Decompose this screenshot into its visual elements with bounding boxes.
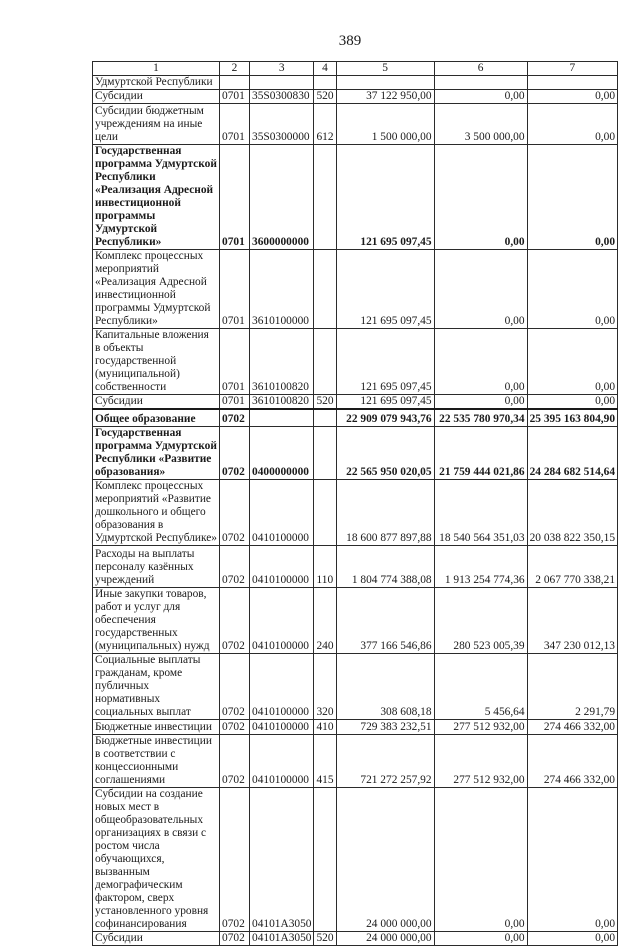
table-row bbox=[93, 76, 618, 90]
amount-col5-cell: 22 565 950 020,05 bbox=[336, 427, 434, 480]
amount-col7-cell: 0,00 bbox=[527, 329, 617, 395]
amount-col6-cell: 277 512 932,00 bbox=[434, 720, 527, 735]
amount-col5-cell: 121 695 097,45 bbox=[336, 329, 434, 395]
table-row bbox=[93, 395, 618, 410]
amount-col6-cell: 0,00 bbox=[434, 250, 527, 329]
amount-col5-cell: 18 600 877 897,88 bbox=[336, 480, 434, 546]
amount-col5-cell: 1 804 774 388,08 bbox=[336, 546, 434, 588]
table-row bbox=[93, 250, 618, 329]
table-row bbox=[93, 409, 618, 427]
page-number: 389 bbox=[338, 33, 362, 49]
table-row bbox=[93, 588, 618, 654]
table-row bbox=[93, 104, 618, 145]
expense-type-cell bbox=[314, 480, 336, 546]
header-col-6: 6 bbox=[434, 62, 527, 76]
amount-col7-cell bbox=[527, 76, 617, 90]
section-code-cell: 0702 bbox=[220, 735, 250, 788]
expense-type-cell: 612 bbox=[314, 104, 336, 145]
target-code-cell bbox=[250, 409, 314, 427]
amount-col6-cell: 1 913 254 774,36 bbox=[434, 546, 527, 588]
header-col-7: 7 bbox=[527, 62, 617, 76]
row-name-cell: Комплекс процессных мероприятий «Реализация Адресной инвестиционной программы Удмуртской Республики» bbox=[93, 250, 220, 329]
section-code-cell: 0702 bbox=[220, 480, 250, 546]
amount-col5-cell: 729 383 232,51 bbox=[336, 720, 434, 735]
target-code-cell: 0410100000 bbox=[250, 588, 314, 654]
budget-table bbox=[92, 61, 618, 946]
section-code-cell: 0702 bbox=[220, 409, 250, 427]
amount-col6-cell: 21 759 444 021,86 bbox=[434, 427, 527, 480]
amount-col5-cell: 721 272 257,92 bbox=[336, 735, 434, 788]
amount-col7-cell: 2 291,79 bbox=[527, 654, 617, 720]
target-code-cell: 3610100820 bbox=[250, 395, 314, 410]
target-code-cell: 0400000000 bbox=[250, 427, 314, 480]
row-name-cell: Субсидии бюджетным учреждениям на иные цели bbox=[93, 104, 220, 145]
expense-type-cell bbox=[314, 145, 336, 250]
expense-type-cell: 520 bbox=[314, 932, 336, 946]
amount-col7-cell: 0,00 bbox=[527, 932, 617, 946]
section-code-cell: 0702 bbox=[220, 654, 250, 720]
target-code-cell: 3610100000 bbox=[250, 250, 314, 329]
amount-col6-cell: 0,00 bbox=[434, 788, 527, 932]
amount-col6-cell: 0,00 bbox=[434, 90, 527, 104]
table-row bbox=[93, 329, 618, 395]
target-code-cell: 04101A3050 bbox=[250, 788, 314, 932]
section-code-cell: 0701 bbox=[220, 329, 250, 395]
row-name-cell: Общее образование bbox=[93, 409, 220, 427]
amount-col6-cell: 18 540 564 351,03 bbox=[434, 480, 527, 546]
amount-col6-cell: 0,00 bbox=[434, 329, 527, 395]
expense-type-cell: 520 bbox=[314, 90, 336, 104]
expense-type-cell: 410 bbox=[314, 720, 336, 735]
row-name-cell: Государственная программа Удмуртской Республики «Реализация Адресной инвестиционной программы Удмуртской Республики» bbox=[93, 145, 220, 250]
target-code-cell: 04101A3050 bbox=[250, 932, 314, 946]
row-name-cell: Субсидии bbox=[93, 932, 220, 946]
amount-col6-cell bbox=[434, 76, 527, 90]
target-code-cell: 0410100000 bbox=[250, 654, 314, 720]
section-code-cell: 0701 bbox=[220, 395, 250, 410]
target-code-cell: 35S0300830 bbox=[250, 90, 314, 104]
amount-col5-cell: 308 608,18 bbox=[336, 654, 434, 720]
amount-col6-cell: 0,00 bbox=[434, 395, 527, 410]
amount-col6-cell: 0,00 bbox=[434, 145, 527, 250]
amount-col7-cell: 2 067 770 338,21 bbox=[527, 546, 617, 588]
row-name-cell: Капитальные вложения в объекты государственной (муниципальной) собственности bbox=[93, 329, 220, 395]
table-row bbox=[93, 427, 618, 480]
header-col-2: 2 bbox=[220, 62, 250, 76]
expense-type-cell bbox=[314, 427, 336, 480]
expense-type-cell: 415 bbox=[314, 735, 336, 788]
target-code-cell: 3600000000 bbox=[250, 145, 314, 250]
section-code-cell: 0701 bbox=[220, 104, 250, 145]
amount-col7-cell: 274 466 332,00 bbox=[527, 735, 617, 788]
amount-col5-cell: 377 166 546,86 bbox=[336, 588, 434, 654]
section-code-cell: 0702 bbox=[220, 427, 250, 480]
expense-type-cell bbox=[314, 329, 336, 395]
expense-type-cell: 110 bbox=[314, 546, 336, 588]
amount-col5-cell: 121 695 097,45 bbox=[336, 145, 434, 250]
amount-col7-cell: 0,00 bbox=[527, 90, 617, 104]
target-code-cell: 0410100000 bbox=[250, 735, 314, 788]
target-code-cell: 0410100000 bbox=[250, 480, 314, 546]
expense-type-cell: 520 bbox=[314, 395, 336, 410]
amount-col6-cell: 0,00 bbox=[434, 932, 527, 946]
target-code-cell: 3610100820 bbox=[250, 329, 314, 395]
expense-type-cell bbox=[314, 788, 336, 932]
row-name-cell: Иные закупки товаров, работ и услуг для обеспечения государственных (муниципальных) нужд bbox=[93, 588, 220, 654]
row-name-cell: Социальные выплаты гражданам, кроме публичных нормативных социальных выплат bbox=[93, 654, 220, 720]
row-name-cell: Расходы на выплаты персоналу казённых учреждений bbox=[93, 546, 220, 588]
row-name-cell: Государственная программа Удмуртской Республики «Развитие образования» bbox=[93, 427, 220, 480]
section-code-cell: 0701 bbox=[220, 90, 250, 104]
amount-col7-cell: 0,00 bbox=[527, 104, 617, 145]
expense-type-cell bbox=[314, 250, 336, 329]
row-name-cell: Комплекс процессных мероприятий «Развитие дошкольного и общего образования в Удмуртской Республике» bbox=[93, 480, 220, 546]
section-code-cell: 0702 bbox=[220, 788, 250, 932]
amount-col7-cell: 0,00 bbox=[527, 250, 617, 329]
amount-col6-cell: 277 512 932,00 bbox=[434, 735, 527, 788]
amount-col6-cell: 22 535 780 970,34 bbox=[434, 409, 527, 427]
amount-col7-cell: 0,00 bbox=[527, 788, 617, 932]
amount-col5-cell: 121 695 097,45 bbox=[336, 395, 434, 410]
section-code-cell: 0702 bbox=[220, 588, 250, 654]
target-code-cell: 0410100000 bbox=[250, 546, 314, 588]
expense-type-cell: 240 bbox=[314, 588, 336, 654]
expense-type-cell bbox=[314, 76, 336, 90]
amount-col5-cell: 37 122 950,00 bbox=[336, 90, 434, 104]
section-code-cell: 0701 bbox=[220, 250, 250, 329]
row-name-cell: Субсидии на создание новых мест в общеобразовательных организациях в связи с ростом числа обучающихся, вызванным демографическим фактором, сверх установленного уровня софинансирования bbox=[93, 788, 220, 932]
amount-col6-cell: 5 456,64 bbox=[434, 654, 527, 720]
amount-col6-cell: 280 523 005,39 bbox=[434, 588, 527, 654]
amount-col7-cell: 274 466 332,00 bbox=[527, 720, 617, 735]
amount-col5-cell: 22 909 079 943,76 bbox=[336, 409, 434, 427]
header-col-3: 3 bbox=[250, 62, 314, 76]
section-code-cell: 0702 bbox=[220, 932, 250, 946]
amount-col5-cell: 24 000 000,00 bbox=[336, 788, 434, 932]
amount-col7-cell: 347 230 012,13 bbox=[527, 588, 617, 654]
row-name-cell: Субсидии bbox=[93, 395, 220, 410]
header-col-4: 4 bbox=[314, 62, 336, 76]
table-row bbox=[93, 654, 618, 720]
expense-type-cell bbox=[314, 409, 336, 427]
amount-col5-cell: 1 500 000,00 bbox=[336, 104, 434, 145]
table-header-row bbox=[93, 62, 618, 76]
amount-col5-cell: 121 695 097,45 bbox=[336, 250, 434, 329]
table-row bbox=[93, 480, 618, 546]
target-code-cell bbox=[250, 76, 314, 90]
amount-col7-cell: 0,00 bbox=[527, 395, 617, 410]
target-code-cell: 0410100000 bbox=[250, 720, 314, 735]
amount-col7-cell: 25 395 163 804,90 bbox=[527, 409, 617, 427]
amount-col7-cell: 20 038 822 350,15 bbox=[527, 480, 617, 546]
section-code-cell: 0702 bbox=[220, 720, 250, 735]
header-col-5: 5 bbox=[336, 62, 434, 76]
expense-type-cell: 320 bbox=[314, 654, 336, 720]
header-col-1: 1 bbox=[93, 62, 220, 76]
target-code-cell: 35S0300000 bbox=[250, 104, 314, 145]
table-row bbox=[93, 735, 618, 788]
amount-col7-cell: 0,00 bbox=[527, 145, 617, 250]
section-code-cell: 0702 bbox=[220, 546, 250, 588]
table-row bbox=[93, 546, 618, 588]
amount-col5-cell bbox=[336, 76, 434, 90]
amount-col7-cell: 24 284 682 514,64 bbox=[527, 427, 617, 480]
table-row bbox=[93, 90, 618, 104]
amount-col5-cell: 24 000 000,00 bbox=[336, 932, 434, 946]
table-row bbox=[93, 145, 618, 250]
row-name-cell: Субсидии bbox=[93, 90, 220, 104]
table-row bbox=[93, 720, 618, 735]
row-name-cell: Бюджетные инвестиции в соответствии с концессионными соглашениями bbox=[93, 735, 220, 788]
section-code-cell bbox=[220, 76, 250, 90]
row-name-cell: Бюджетные инвестиции bbox=[93, 720, 220, 735]
row-name-cell: Удмуртской Республики bbox=[93, 76, 220, 90]
amount-col6-cell: 3 500 000,00 bbox=[434, 104, 527, 145]
table-row bbox=[93, 788, 618, 932]
table-row bbox=[93, 932, 618, 946]
section-code-cell: 0701 bbox=[220, 145, 250, 250]
